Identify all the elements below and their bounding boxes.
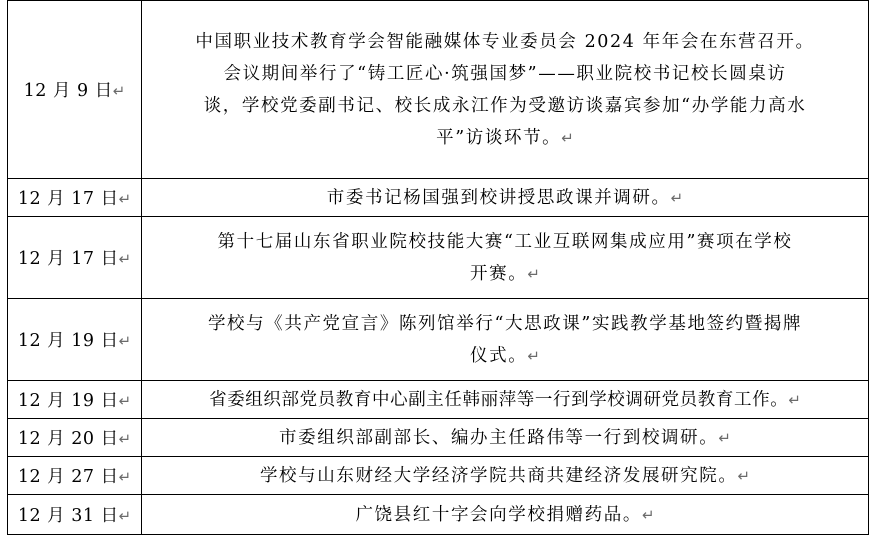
event-line: 市委组织部副部长、编办主任路伟等一行到校调研。 [279,427,719,448]
paragraph-mark-icon: ↵ [118,250,132,268]
paragraph-mark-icon: ↵ [118,507,132,525]
event-line: 平”访谈环节。 [436,127,562,148]
event-cell [142,217,869,299]
event-cell [142,381,869,419]
table-row [8,1,869,179]
event-line: 开赛。 [470,263,528,284]
table-row [8,495,869,535]
paragraph-mark-icon: ↵ [788,390,801,409]
events-table [7,0,869,535]
table-row [8,457,869,495]
paragraph-mark-icon: ↵ [118,332,132,350]
event-line: 学校与《共产党宣言》陈列馆举行“大思政课”实践教学基地签约暨揭牌 [207,313,803,334]
date-cell: 12 月 19 日↵ [8,299,142,381]
date-cell: 12 月 19 日↵ [8,381,142,419]
table-row [8,217,869,299]
event-cell [142,419,869,457]
paragraph-mark-icon: ↵ [737,466,751,485]
date-cell: 12 月 27 日↵ [8,457,142,495]
table-row [8,299,869,381]
event-line: 省委组织部党员教育中心副主任韩丽萍等一行到学校调研党员教育工作。 [209,389,789,410]
paragraph-mark-icon: ↵ [641,505,655,524]
event-cell [142,179,869,217]
paragraph-mark-icon: ↵ [561,128,574,147]
event-line: 第十七届山东省职业院校技能大赛“工业互联网集成应用”赛项在学校 [217,231,793,252]
event-line: 市委书记杨国强到校讲授思政课并调研。 [326,187,671,208]
event-line: 会议期间举行了“铸工匠心·筑强国梦”——职业院校书记校长圆桌访 [223,63,787,84]
date-cell: 12 月 20 日↵ [8,419,142,457]
paragraph-mark-icon: ↵ [670,188,684,207]
event-cell [142,495,869,535]
table-row [8,179,869,217]
paragraph-mark-icon: ↵ [527,346,540,365]
event-line: 广饶县红十字会向学校捐赠药品。 [355,504,642,525]
table-row [8,381,869,419]
event-cell [142,457,869,495]
date-cell: 12 月 17 日↵ [8,217,142,299]
event-cell [142,1,869,179]
paragraph-mark-icon: ↵ [527,264,540,283]
date-cell: 12 月 9 日↵ [8,1,142,179]
event-line: 学校与山东财经大学经济学院共商共建经济发展研究院。 [259,465,738,486]
paragraph-mark-icon: ↵ [718,428,731,447]
event-line: 仪式。 [470,345,528,366]
paragraph-mark-icon: ↵ [112,82,126,100]
date-cell: 12 月 17 日↵ [8,179,142,217]
paragraph-mark-icon: ↵ [118,392,132,410]
event-line: 谈，学校党委副书记、校长成永江作为受邀访谈嘉宾参加“办学能力高水 [203,95,807,116]
paragraph-mark-icon: ↵ [118,430,132,448]
paragraph-mark-icon: ↵ [118,190,132,208]
paragraph-mark-icon: ↵ [118,468,132,486]
event-cell [142,299,869,381]
date-cell: 12 月 31 日↵ [8,495,142,535]
table-row [8,419,869,457]
event-line: 中国职业技术教育学会智能融媒体专业委员会 2024 年年会在东营召开。 [195,31,815,52]
